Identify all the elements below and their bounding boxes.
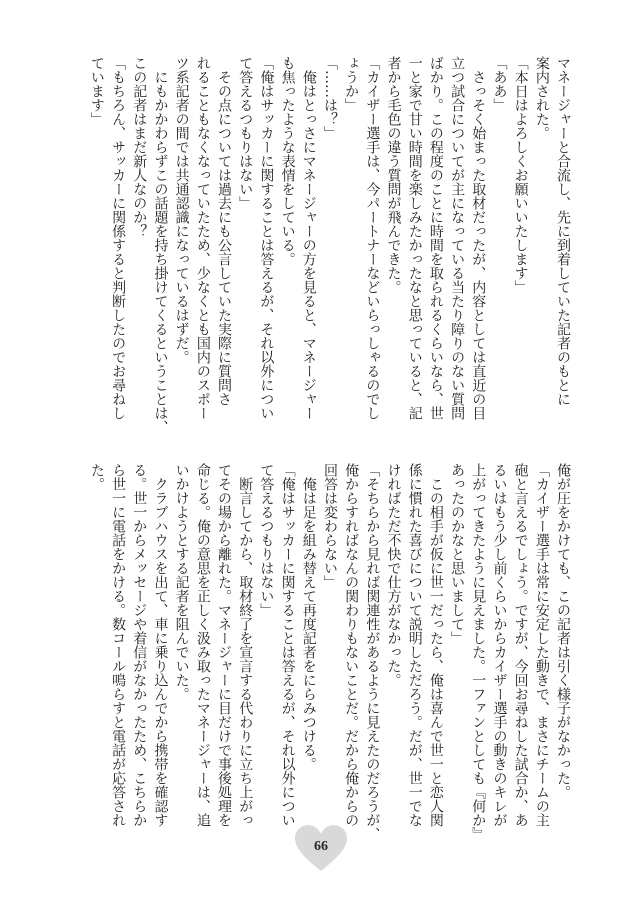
upper-text-line: 者から毛色の違う質問が飛んできた。: [385, 56, 402, 294]
lower-text-line: 俺が圧をかけても、この記者は引く様子がなかった。: [555, 463, 571, 799]
lower-text-line: 「カイザー選手は常に安定した動きで、まさにチームの主: [533, 463, 550, 827]
lower-text-line: いかけようとする記者を阻んでいた。: [173, 463, 190, 701]
upper-text-line: さっそく始まった取材だったが、内容としては直近の目: [470, 56, 487, 420]
upper-text-line: 立つ試合についてが主になっている当たり障りのない質問: [449, 56, 466, 420]
lower-text-line: クラブハウスを出て、車に乗り込んでから携帯を確認す: [152, 463, 169, 827]
lower-text-line: 上がってきたように見えました。一ファンとしても『何か』: [470, 463, 487, 841]
lower-text-line: 回答は変わらない」: [321, 463, 338, 589]
upper-text-line: にもかかわらずこの話題を持ち掛けてくるということは、: [152, 56, 169, 434]
upper-text-line: 一と家で甘い時間を楽しみたかったなと思っていると、記: [406, 56, 423, 420]
lower-text-line: てその場から離れた。マネージャーに目だけで事後処理を: [216, 463, 232, 827]
upper-text-line: ツ系記者の間では共通認識になっているはずだ。: [173, 56, 190, 364]
lower-text-line: 「俺はサッカーに関することは答えるが、それ以外につい: [279, 463, 296, 827]
lower-text-line: 「そちらから見れば関連性があるように見えたのだろうが、: [364, 463, 381, 841]
upper-text-line: ばかり。この程度のことに時間を取られるくらいなら、世: [427, 56, 444, 420]
upper-text-line: て答えるつもりはない」: [237, 56, 254, 210]
upper-text-line: 「本日はよろしくお願いいたします」: [512, 56, 529, 294]
upper-text-line: 「もちろん、サッカーに関係すると判断したのでお尋ねし: [110, 56, 127, 420]
upper-text-line: 「カイザー選手は、今パートナーなどいらっしゃるのでし: [364, 56, 381, 420]
upper-text-line: 「……は？」: [321, 56, 338, 140]
upper-text-line: ています」: [88, 56, 105, 126]
upper-text-line: 「ああ」: [491, 56, 508, 112]
lower-text-line: この相手が仮に世一だったら、俺は喜んで世一と恋人関: [427, 463, 444, 827]
upper-text-line: ょうか」: [343, 56, 360, 112]
lower-text-line: あったのかなと思いまして」: [449, 463, 466, 645]
page-number: 66: [314, 839, 328, 854]
upper-text-line: 俺はとっさにマネージャーの方を見ると、マネージャー: [300, 56, 317, 420]
lower-text-line: 俺からすればなんの関わりもないことだ。だから俺からの: [343, 463, 360, 827]
upper-text-line: マネージャーと合流し、先に到着していた記者のもとに: [555, 56, 571, 406]
lower-tier: [86, 463, 573, 841]
lower-text-line: ら世一に電話をかける。数コール鳴らすと電話が応答され: [110, 463, 127, 827]
upper-text-line: 「俺はサッカーに関することは答えるが、それ以外につい: [258, 56, 275, 420]
upper-text-line: も焦ったような表情をしている。: [279, 56, 296, 266]
upper-text-line: 案内された。: [533, 56, 550, 140]
lower-text-line: ければただ不快で仕方がなかった。: [385, 463, 402, 687]
lower-text-line: 俺は足を組み替えて再度記者をにらみつける。: [300, 463, 317, 771]
lower-text-line: 命じる。俺の意思を正しく汲み取ったマネージャーは、追: [194, 463, 211, 827]
lower-text-line: る。世一からメッセージや着信がなかったため、こちらか: [131, 463, 148, 827]
lower-text-line: るいはもう少し前くらいからカイザー選手の動きのキレが: [491, 463, 508, 827]
lower-text-line: て答えるつもりはない」: [258, 463, 275, 617]
upper-tier: [86, 56, 573, 434]
upper-text-line: れることもなくなっていたため、少なくとも国内のスポー: [194, 56, 211, 420]
upper-text-line: その点については過去にも公言していた実際に質問さ: [216, 56, 232, 406]
lower-text-line: 断言してから、取材終了を宣言する代わりに立ち上がっ: [237, 463, 254, 827]
upper-text-line: この記者はまだ新人なのか？: [131, 56, 148, 238]
lower-text-line: 係に慣れた喜びについて説明しただろう。だが、世一でな: [406, 463, 423, 827]
lower-text-line: 砲と言えるでしょう。ですが、今回お尋ねした試合か、あ: [512, 463, 529, 827]
lower-text-line: た。: [88, 463, 105, 491]
page-number-badge: [295, 825, 347, 872]
